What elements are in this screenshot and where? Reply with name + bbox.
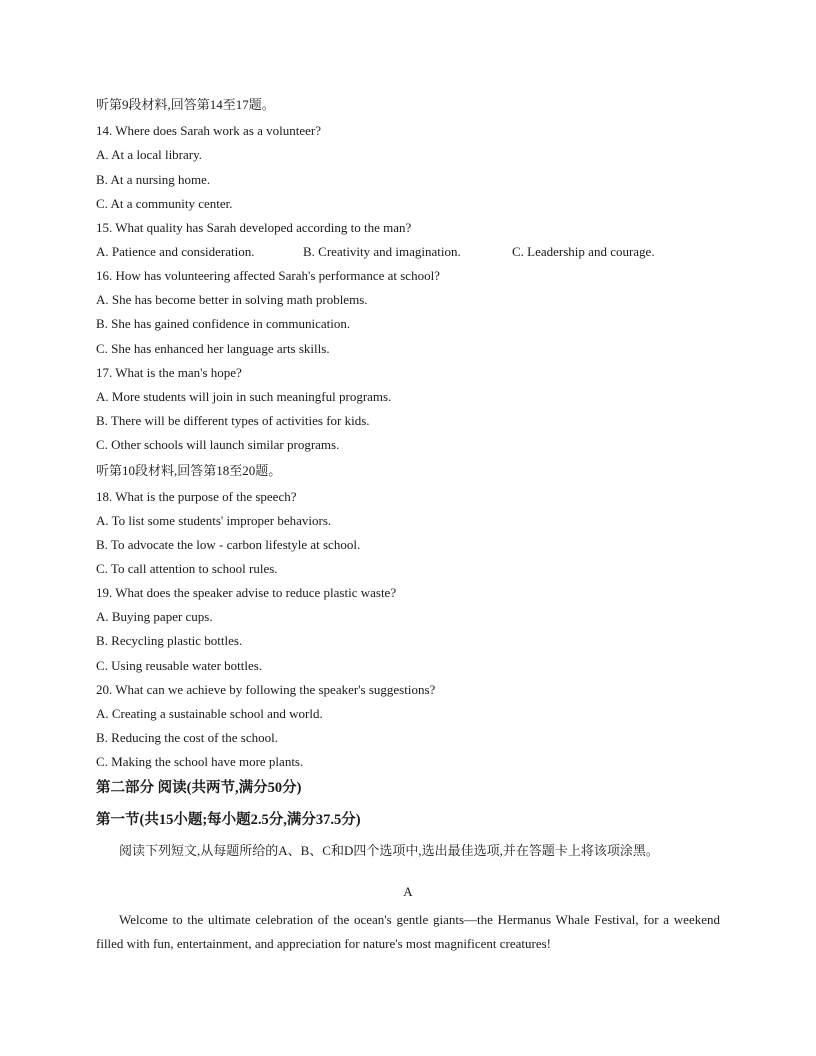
q19-option-a: A. Buying paper cups. [96,609,213,624]
q15-options [96,244,720,260]
q17-stem: 17. What is the man's hope? [96,365,242,380]
q14-option-a: A. At a local library. [96,147,203,162]
section1-heading: 第一节(共15小题;每小题2.5分,满分37.5分) [96,812,361,828]
q19-option-b: B. Recycling plastic bottles. [96,633,243,648]
q16-option-a: A. She has become better in solving math problems. [96,292,368,307]
q20-option-c: C. Making the school have more plants. [96,754,304,769]
reading-instructions: 阅读下列短文,从每题所给的A、B、C和D四个选项中,选出最佳选项,并在答题卡上将该项涂黑。 [119,843,659,858]
q17-option-b: B. There will be different types of activities for kids. [96,413,370,428]
passage-text: Welcome to the ultimate celebration of the ocean's gentle giants—the Hermanus Whale Festival, for a weekend filled with fun, entertainment, and appreciation for nature's most magnificent creatures! [96,912,720,951]
q15-stem: 15. What quality has Sarah developed according to the man? [96,220,412,235]
q16-stem: 16. How has volunteering affected Sarah's performance at school? [96,268,440,283]
q17-option-a: A. More students will join in such meaningful programs. [96,389,392,404]
q20-option-a: A. Creating a sustainable school and world. [96,706,323,721]
q15-option-b: B. Creativity and imagination. [303,244,461,259]
q16-option-b: B. She has gained confidence in communication. [96,316,351,331]
q18-option-c: C. To call attention to school rules. [96,561,278,576]
q15-option-a: A. Patience and consideration. [96,244,255,259]
q14-stem: 14. Where does Sarah work as a volunteer? [96,123,322,138]
q17-option-c: C. Other schools will launch similar programs. [96,437,340,452]
section10-heading: 听第10段材料,回答第18至20题。 [96,463,282,478]
q14-option-b: B. At a nursing home. [96,172,211,187]
q19-option-c: C. Using reusable water bottles. [96,658,263,673]
section9-heading: 听第9段材料,回答第14至17题。 [96,97,275,112]
q20-stem: 20. What can we achieve by following the speaker's suggestions? [96,682,436,697]
q15-option-c: C. Leadership and courage. [512,244,655,259]
q18-stem: 18. What is the purpose of the speech? [96,489,297,504]
q18-option-b: B. To advocate the low - carbon lifestyle at school. [96,537,361,552]
q19-stem: 19. What does the speaker advise to reduce plastic waste? [96,585,397,600]
q14-option-c: C. At a community center. [96,196,233,211]
part2-heading: 第二部分 阅读(共两节,满分50分) [96,780,302,796]
q16-option-c: C. She has enhanced her language arts skills. [96,341,330,356]
q18-option-a: A. To list some students' improper behaviors. [96,513,332,528]
q20-option-b: B. Reducing the cost of the school. [96,730,278,745]
passage-label: A [403,884,413,899]
